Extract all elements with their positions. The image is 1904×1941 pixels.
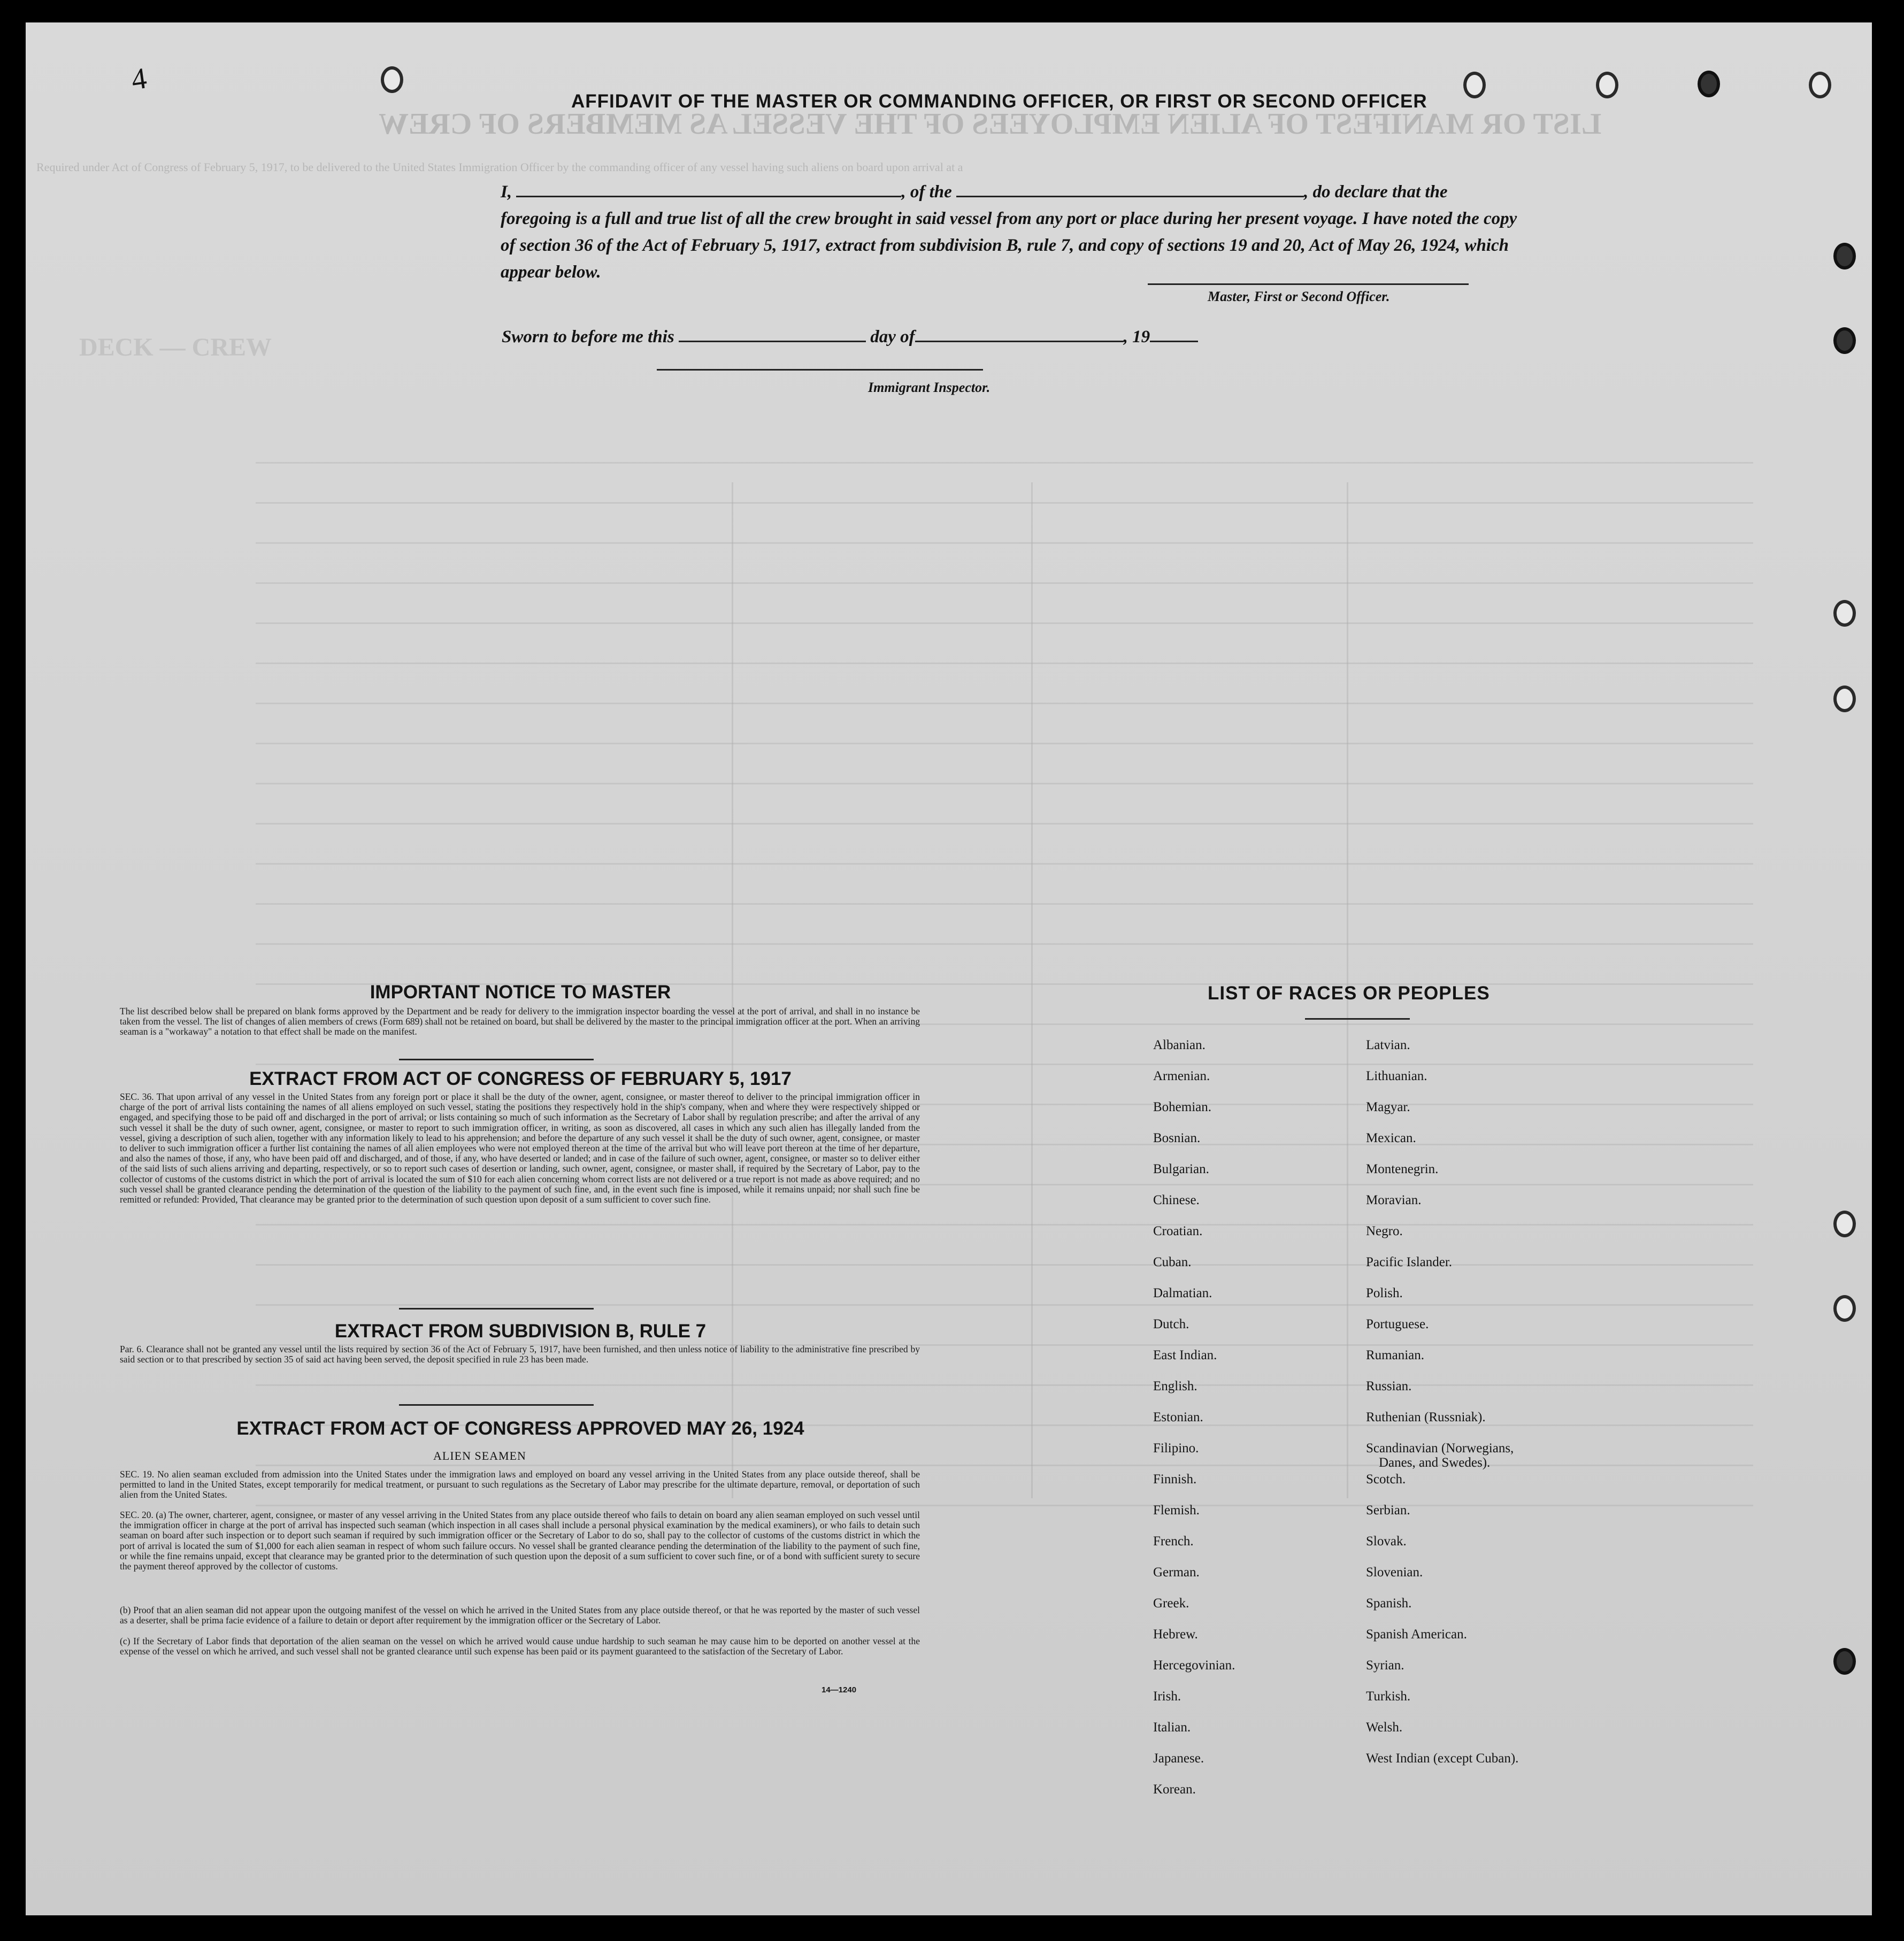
race-item: Slovak. — [1366, 1534, 1407, 1549]
race-item: Negro. — [1366, 1224, 1403, 1238]
race-item: Montenegrin. — [1366, 1162, 1439, 1176]
race-item: West Indian (except Cuban). — [1366, 1751, 1519, 1766]
race-item: Greek. — [1153, 1596, 1189, 1611]
sec20c-text: (c) If the Secretary of Labor finds that deportation of the alien seaman on the vessel on which he arrived would cause undue hardship to such seaman he may cause him to be deported on another vessel at the expense of the vessel on which he arrived, and such vessel shall not be granted clearance until such expense has been paid or its payment guaranteed to the satisfaction of the Secretary of Labor. — [120, 1636, 920, 1657]
race-item: Irish. — [1153, 1689, 1181, 1704]
race-item: Spanish. — [1366, 1596, 1412, 1611]
punch-hole — [1833, 1648, 1856, 1675]
race-item: Magyar. — [1366, 1100, 1410, 1114]
races-left-column — [1153, 1037, 1235, 1813]
races-title: LIST OF RACES OR PEOPLES — [1208, 983, 1490, 1004]
race-item: Ruthenian (Russniak). — [1366, 1410, 1486, 1424]
race-item: Bulgarian. — [1153, 1162, 1209, 1176]
race-item: Bohemian. — [1153, 1100, 1212, 1114]
notice-title: IMPORTANT NOTICE TO MASTER — [370, 982, 671, 1003]
notice-text: The list described below shall be prepared on blank forms approved by the Department and be ready for delivery to the immigration inspector boarding the vessel at the port of arrival, and shall in no instance be taken from the vessel. The list of changes of alien members of crews (Form 689) shall not be retained on board, but shall be delivered by the master to the principal immigration officer at the port. When an arriving seaman is a "workaway" a notation to that effect shall be made on the manifest. — [120, 1006, 920, 1037]
punch-hole — [1833, 600, 1856, 627]
race-item: Pacific Islander. — [1366, 1255, 1453, 1269]
punch-hole — [1833, 327, 1856, 354]
punch-hole — [381, 66, 403, 93]
race-item: Syrian. — [1366, 1658, 1404, 1673]
punch-hole — [1698, 71, 1720, 97]
race-item: German. — [1153, 1565, 1200, 1580]
race-item: Latvian. — [1366, 1038, 1410, 1052]
race-item: Chinese. — [1153, 1193, 1200, 1207]
margin-mark: 4 — [129, 61, 149, 97]
extract-1917-title: EXTRACT FROM ACT OF CONGRESS OF FEBRUARY 5, 1917 — [249, 1068, 792, 1089]
sec19-text: SEC. 19. No alien seaman excluded from admission into the United States under the immigration laws and employed on board any vessel arriving in the United States from any place outside thereof, shall be permitted to land in the United States, except temporarily for medical treatment, or pursuant to such regulations as the Secretary of Labor may prescribe for the ultimate departure, removal, or deportation of such alien from the United States. — [120, 1469, 920, 1500]
sworn-month-blank[interactable] — [915, 329, 1124, 342]
punch-hole — [1463, 72, 1486, 98]
punch-hole — [1833, 685, 1856, 712]
race-item-continuation: Danes, and Swedes). — [1379, 1455, 1491, 1470]
inspector-caption: Immigrant Inspector. — [868, 380, 991, 395]
vessel-blank[interactable] — [956, 184, 1304, 197]
divider — [399, 1059, 594, 1060]
race-item: Turkish. — [1366, 1689, 1411, 1704]
race-item: Moravian. — [1366, 1193, 1422, 1207]
race-item: Lithuanian. — [1366, 1069, 1427, 1083]
bleed-through: LIST OR MANIFEST OF ALIEN EMPLOYEES OF THE VESSEL AS MEMBERS OF CREW Required under Act of Congress of February 5, 1917, to be delivered to the United States Immigration Officer by the commanding officer of any vessel having such aliens on board upon arrival at a DECK — CREW — [26, 22, 1872, 1915]
affidavit-title: AFFIDAVIT OF THE MASTER OR COMMANDING OFFICER, OR FIRST OR SECOND OFFICER — [571, 91, 1427, 112]
divider — [1305, 1018, 1410, 1020]
name-blank[interactable] — [516, 184, 901, 197]
race-item: Bosnian. — [1153, 1131, 1201, 1145]
extract-1924-title: EXTRACT FROM ACT OF CONGRESS APPROVED MAY 26, 1924 — [236, 1418, 804, 1439]
race-item: Filipino. — [1153, 1441, 1199, 1455]
sec20b-text: (b) Proof that an alien seaman did not appear upon the outgoing manifest of the vessel on which he arrived in the United States from any place outside thereof, or that he was reported by the master of such vessel as a deserter, shall be prima facie evidence of a failure to detain or deport after requirement by the immigration officer or the Secretary of Labor. — [120, 1605, 920, 1626]
race-item: Hercegovinian. — [1153, 1658, 1235, 1673]
sworn-day-blank[interactable] — [679, 329, 866, 342]
sworn-line: Sworn to before me this day of , 19 — [502, 327, 1198, 347]
rule7-title: EXTRACT FROM SUBDIVISION B, RULE 7 — [334, 1321, 707, 1342]
divider — [399, 1404, 594, 1406]
race-item: Finnish. — [1153, 1472, 1197, 1486]
race-item: Cuban. — [1153, 1255, 1192, 1269]
form-number: 14—1240 — [822, 1685, 857, 1694]
race-item: East Indian. — [1153, 1348, 1217, 1362]
rule7-text: Par. 6. Clearance shall not be granted any vessel until the lists required by section 36 of the Act of February 5, 1917, have been furnished, and then unless notice of liability to the administrative fine prescribed by said section or to that prescribed by section 35 of said act having been served, the deposit specified in rule 23 has been made. — [120, 1344, 920, 1365]
master-signature-line[interactable] — [1148, 283, 1469, 285]
race-item: Russian. — [1366, 1379, 1412, 1393]
race-item: Croatian. — [1153, 1224, 1203, 1238]
race-item: Polish. — [1366, 1286, 1403, 1300]
extract-1924-subtitle: ALIEN SEAMEN — [433, 1449, 526, 1462]
race-item: Scotch. — [1366, 1472, 1406, 1486]
punch-hole — [1833, 1211, 1856, 1237]
race-item: Portuguese. — [1366, 1317, 1429, 1331]
punch-hole — [1809, 72, 1831, 98]
punch-hole — [1596, 72, 1618, 98]
sec20a-text: SEC. 20. (a) The owner, charterer, agent, consignee, or master of any vessel arriving in the United States from any place outside thereof who fails to detain on board any alien seaman employed on such vessel until the immigration officer in charge at the port of arrival has inspected such seaman (which inspection in all cases shall include a personal physical examination by the medical examiners), or who fails to detain such seaman on board after such inspection or to deport such seaman if required by such immigration officer or the Secretary of Labor to do so, shall pay to the collector of customs of the customs district in which the port of arrival is located the sum of $1,000 for each alien seaman in respect of whom such failure occurs. No vessel shall be granted clearance pending the determination of the liability to the payment of such fine, or while the fine remains unpaid, except that clearance may be granted prior to the determination of such question upon the deposit of a sum sufficient to cover such fine, or of a bond with sufficient surety to secure the payment thereof approved by the collector of customs. — [120, 1509, 920, 1572]
race-item: Dalmatian. — [1153, 1286, 1212, 1300]
race-item: Flemish. — [1153, 1503, 1200, 1518]
race-item: Welsh. — [1366, 1720, 1403, 1735]
race-item: Albanian. — [1153, 1038, 1206, 1052]
sworn-year-blank[interactable] — [1150, 329, 1198, 342]
race-item: Spanish American. — [1366, 1627, 1467, 1642]
race-item: Hebrew. — [1153, 1627, 1198, 1642]
inspector-signature-line[interactable] — [657, 369, 983, 371]
race-item: English. — [1153, 1379, 1197, 1393]
race-item: Armenian. — [1153, 1069, 1210, 1083]
race-item: Japanese. — [1153, 1751, 1204, 1766]
race-item: Korean. — [1153, 1782, 1196, 1797]
extract-1917-text: SEC. 36. That upon arrival of any vessel in the United States from any foreign port or place it shall be the duty of the owner, agent, consignee, or master thereof to deliver to the principal immigration officer in charge of the port of arrival lists containing the names of all aliens employed on such vessel, stating the positions they respectively hold in the ship's company, when and where they were respectively shipped or engaged, and specifying those to be paid off and discharged in the port of arrival; or lists containing so much of such information as the Secretary of Labor shall by regulation prescribe; and after the arrival of any such vessel it shall be the duty of such owner, agent, consignee, or master to report to such immigration officer, in writing, as soon as discovered, all cases in which any such alien has illegally landed from the vessel, giving a description of such alien, together with any information likely to lead to his apprehension; and before the departure of any such vessel it shall be the duty of such owner, agent, consignee, or master to deliver to such immigration officer a further list containing the names of all alien employees who were not employed thereon at the time of the arrival but who will leave port thereon at the time of her departure, and also the names of those, if any, who have been paid off and discharged, and of those, if any, who have deserted or landed; and in case of the failure of such owner, agent, consignee, or master so to deliver either of the said lists of such aliens arriving and departing, respectively, or so to report such cases of desertion or landing, such owner, agent, consignee, or master shall, if required by the Secretary of Labor, pay to the collector of customs of the customs district in which the port of arrival is located the sum of $10 for each alien concerning whom correct lists are not delivered or a true report is not made as above required; and no such vessel shall be granted clearance pending the determination of the question of the liability to the payment of such fine, and, in the event such fine is imposed, while it remains unpaid; nor shall such fine be remitted or refunded: Provided, That clearance may be granted prior to the determination of such question upon deposit of a sum sufficient to cover such fine. — [120, 1091, 920, 1205]
race-item: Mexican. — [1366, 1131, 1416, 1145]
race-item: Serbian. — [1366, 1503, 1410, 1518]
race-item: Slovenian. — [1366, 1565, 1423, 1580]
punch-hole — [1833, 243, 1856, 269]
race-item: Dutch. — [1153, 1317, 1189, 1331]
race-item: Scandinavian (Norwegians, — [1366, 1441, 1514, 1455]
affidavit-text: I, , of the , do declare that the foregoing is a full and true list of all the crew brought in said vessel from any port or place during her present voyage. I have noted the copy of section 36 of the Act of February 5, 1917, extract from subdivision B, rule 7, and copy of sections 19 and 20, Act of May 26, 1924, which appear below. — [501, 182, 1517, 282]
races-right-column — [1366, 1037, 1518, 1782]
race-item: Estonian. — [1153, 1410, 1203, 1424]
race-item: Italian. — [1153, 1720, 1191, 1735]
divider — [399, 1308, 594, 1310]
race-item: Rumanian. — [1366, 1348, 1425, 1362]
master-caption: Master, First or Second Officer. — [1208, 289, 1390, 304]
race-item: French. — [1153, 1534, 1194, 1549]
punch-hole — [1833, 1295, 1856, 1322]
form-sheet — [26, 22, 1872, 1915]
